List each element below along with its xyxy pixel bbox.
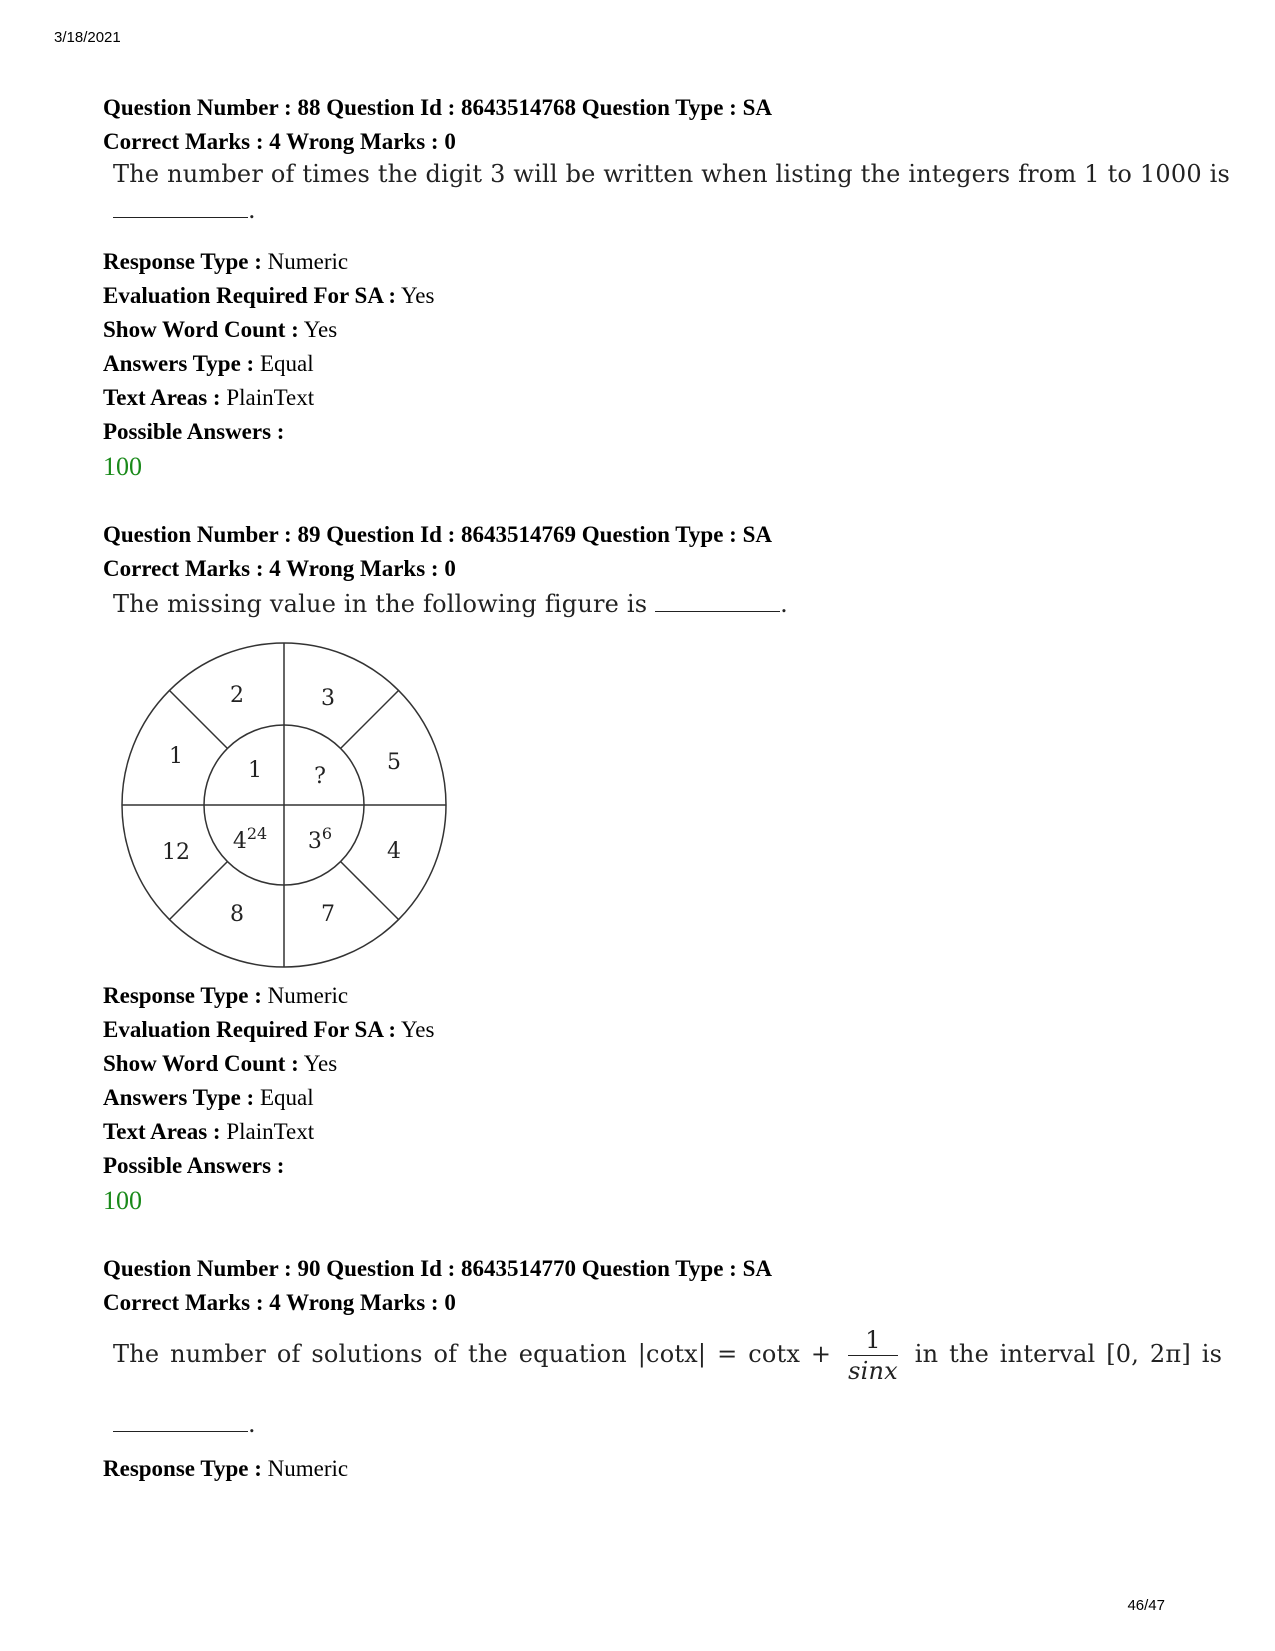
answers-type-row: Answers Type : Equal <box>103 351 314 376</box>
outer-value-7: 7 <box>321 902 335 927</box>
question-text: The number of times the digit 3 will be written when listing the integers from 1 to 1000 is <box>113 160 1231 188</box>
inner-value-missing: ? <box>314 764 326 789</box>
text-areas-row: Text Areas : PlainText <box>103 385 315 410</box>
equation-mid: = cotx + <box>717 1340 832 1368</box>
possible-answer-value: 100 <box>103 452 142 481</box>
equation-fraction: $\frac{1}{\sin x}$ <box>848 1326 898 1385</box>
blank-line <box>113 216 248 218</box>
circle-figure <box>100 635 460 975</box>
evaluation-row: Evaluation Required For SA : Yes <box>103 1017 435 1042</box>
question-89-meta <box>103 979 1203 1219</box>
question-89-header <box>103 518 1203 586</box>
question-88-text <box>113 160 1230 188</box>
outer-value-3: 3 <box>321 686 335 711</box>
word-count-row: Show Word Count : Yes <box>103 317 338 342</box>
print-date: 3/18/2021 <box>54 29 121 46</box>
page-number: 46/47 <box>1127 1597 1165 1614</box>
inner-value-br: $3^6$ <box>307 824 333 854</box>
text-areas-row: Text Areas : PlainText <box>103 1119 315 1144</box>
response-type-row: Response Type : Numeric <box>103 1456 349 1481</box>
outer-value-1: 1 <box>169 744 183 769</box>
evaluation-row: Evaluation Required For SA : Yes <box>103 283 435 308</box>
outer-value-12: 12 <box>162 840 190 865</box>
question-90-text <box>113 1325 1222 1386</box>
question-90-header <box>103 1252 1203 1320</box>
question-text-end: in the interval [0, 2π] is <box>914 1340 1223 1368</box>
question-text: The missing value in the following figure is <box>113 590 648 618</box>
question-88-meta <box>103 245 1203 485</box>
outer-value-8: 8 <box>230 902 244 927</box>
question-title: Question Number : 88 Question Id : 8643514768 Question Type : SA <box>103 95 772 120</box>
response-type-row: Response Type : Numeric <box>103 249 349 274</box>
question-marks: Correct Marks : 4 Wrong Marks : 0 <box>103 129 456 154</box>
possible-answer-value: 100 <box>103 1186 142 1215</box>
question-89-text: The missing value in the following figure is . <box>113 590 788 618</box>
question-title: Question Number : 90 Question Id : 8643514770 Question Type : SA <box>103 1256 772 1281</box>
outer-value-2: 2 <box>230 683 244 708</box>
question-90-meta <box>103 1452 1203 1486</box>
inner-value-tl: 1 <box>248 758 262 783</box>
question-text: The number of solutions of the equation <box>113 1340 627 1368</box>
word-count-row: Show Word Count : Yes <box>103 1051 338 1076</box>
possible-answers-row: Possible Answers : <box>103 1153 285 1178</box>
blank-line <box>113 1430 248 1432</box>
blank-line <box>655 610 780 612</box>
question-title: Question Number : 89 Question Id : 8643514769 Question Type : SA <box>103 522 772 547</box>
response-type-row: Response Type : Numeric <box>103 983 349 1008</box>
question-88-header <box>103 91 1203 159</box>
question-marks: Correct Marks : 4 Wrong Marks : 0 <box>103 1290 456 1315</box>
question-marks: Correct Marks : 4 Wrong Marks : 0 <box>103 556 456 581</box>
inner-value-bl: $4^{24}$ <box>232 824 268 854</box>
possible-answers-row: Possible Answers : <box>103 419 285 444</box>
equation-abs: |cotx| <box>637 1340 707 1368</box>
outer-value-4: 4 <box>387 839 401 864</box>
answer-blank-88: . <box>113 196 256 224</box>
answer-blank-90: . <box>113 1410 256 1438</box>
outer-value-5: 5 <box>387 750 401 775</box>
answers-type-row: Answers Type : Equal <box>103 1085 314 1110</box>
